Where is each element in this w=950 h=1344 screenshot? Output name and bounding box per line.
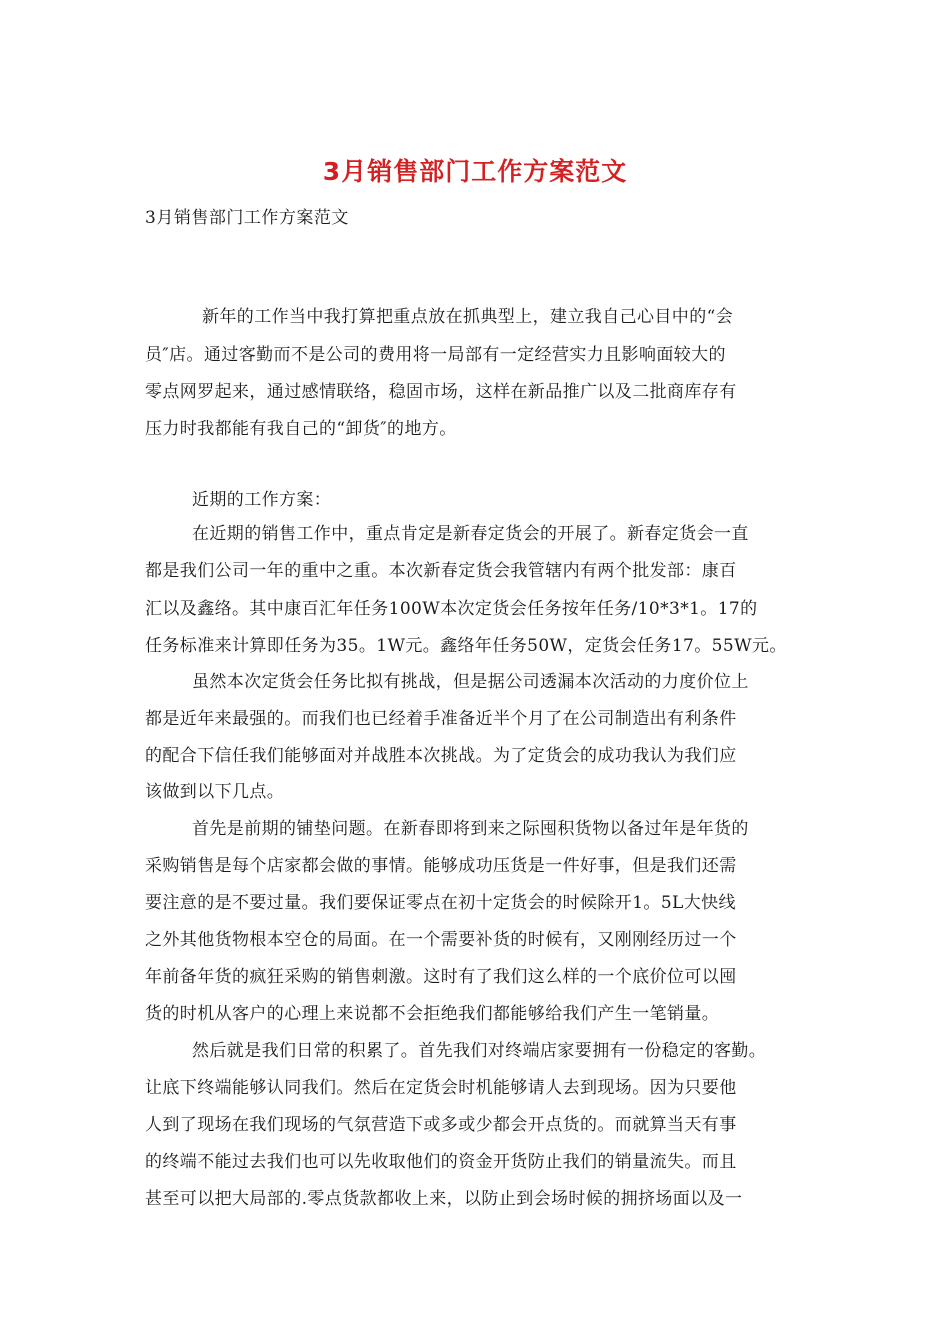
paragraph-line: 都是近年来最强的。而我们也已经着手准备近半个月了在公司制造出有利条件	[145, 709, 737, 729]
paragraph-line: 新年的工作当中我打算把重点放在抓典型上，建立我自己心目中的“会	[202, 307, 734, 327]
paragraph-line: 让底下终端能够认同我们。然后在定货会时机能够请人去到现场。因为只要他	[145, 1078, 737, 1098]
paragraph-line: 年前备年货的疯狂采购的销售刺激。这时有了我们这么样的一个底价位可以囤	[145, 967, 737, 987]
paragraph-line: 首先是前期的铺垫问题。在新春即将到来之际囤积货物以备过年是年货的	[192, 819, 749, 839]
paragraph-line: 压力时我都能有我自己的“卸货″的地方。	[145, 419, 457, 439]
paragraph-line: 之外其他货物根本空仓的局面。在一个需要补货的时候有，又刚刚经历过一个	[145, 930, 737, 950]
paragraph-line: 汇以及鑫络。其中康百汇年任务100W本次定货会任务按年任务/10*3*1。17的	[145, 599, 758, 619]
paragraph-line: 人到了现场在我们现场的气氛营造下或多或少都会开点货的。而就算当天有事	[145, 1115, 737, 1135]
paragraph-line: 虽然本次定货会任务比拟有挑战，但是据公司透漏本次活动的力度价位上	[192, 672, 749, 692]
section-heading: 近期的工作方案：	[192, 490, 332, 510]
paragraph-line: 采购销售是每个店家都会做的事情。能够成功压货是一件好事，但是我们还需	[145, 856, 737, 876]
paragraph-line: 要注意的是不要过量。我们要保证零点在初十定货会的时候除开1。5L大快线	[145, 893, 736, 913]
paragraph-line: 任务标准来计算即任务为35。1W元。鑫络年任务50W，定货会任务17。55W元。	[145, 636, 787, 656]
paragraph-line: 货的时机从客户的心理上来说都不会拒绝我们都能够给我们产生一笔销量。	[145, 1004, 720, 1024]
paragraph-line: 该做到以下几点。	[145, 782, 285, 802]
document-title: 3月销售部门工作方案范文	[322, 157, 628, 186]
paragraph-line: 都是我们公司一年的重中之重。本次新春定货会我管辖内有两个批发部：康百	[145, 561, 737, 581]
paragraph-line: 在近期的销售工作中，重点肯定是新春定货会的开展了。新春定货会一直	[192, 524, 749, 544]
paragraph-line: 甚至可以把大局部的.零点货款都收上来，以防止到会场时候的拥挤场面以及一	[145, 1189, 743, 1209]
paragraph-line: 零点网罗起来，通过感情联络，稳固市场，这样在新品推广以及二批商库存有	[145, 382, 737, 402]
document-subtitle: 3月销售部门工作方案范文	[145, 208, 349, 228]
paragraph-line: 的配合下信任我们能够面对并战胜本次挑战。为了定货会的成功我认为我们应	[145, 746, 737, 766]
paragraph-line: 员″店。通过客勤而不是公司的费用将一局部有一定经营实力且影响面较大的	[145, 345, 726, 365]
paragraph-line: 然后就是我们日常的积累了。首先我们对终端店家要拥有一份稳定的客勤。	[192, 1041, 767, 1061]
paragraph-line: 的终端不能过去我们也可以先收取他们的资金开货防止我们的销量流失。而且	[145, 1152, 737, 1172]
